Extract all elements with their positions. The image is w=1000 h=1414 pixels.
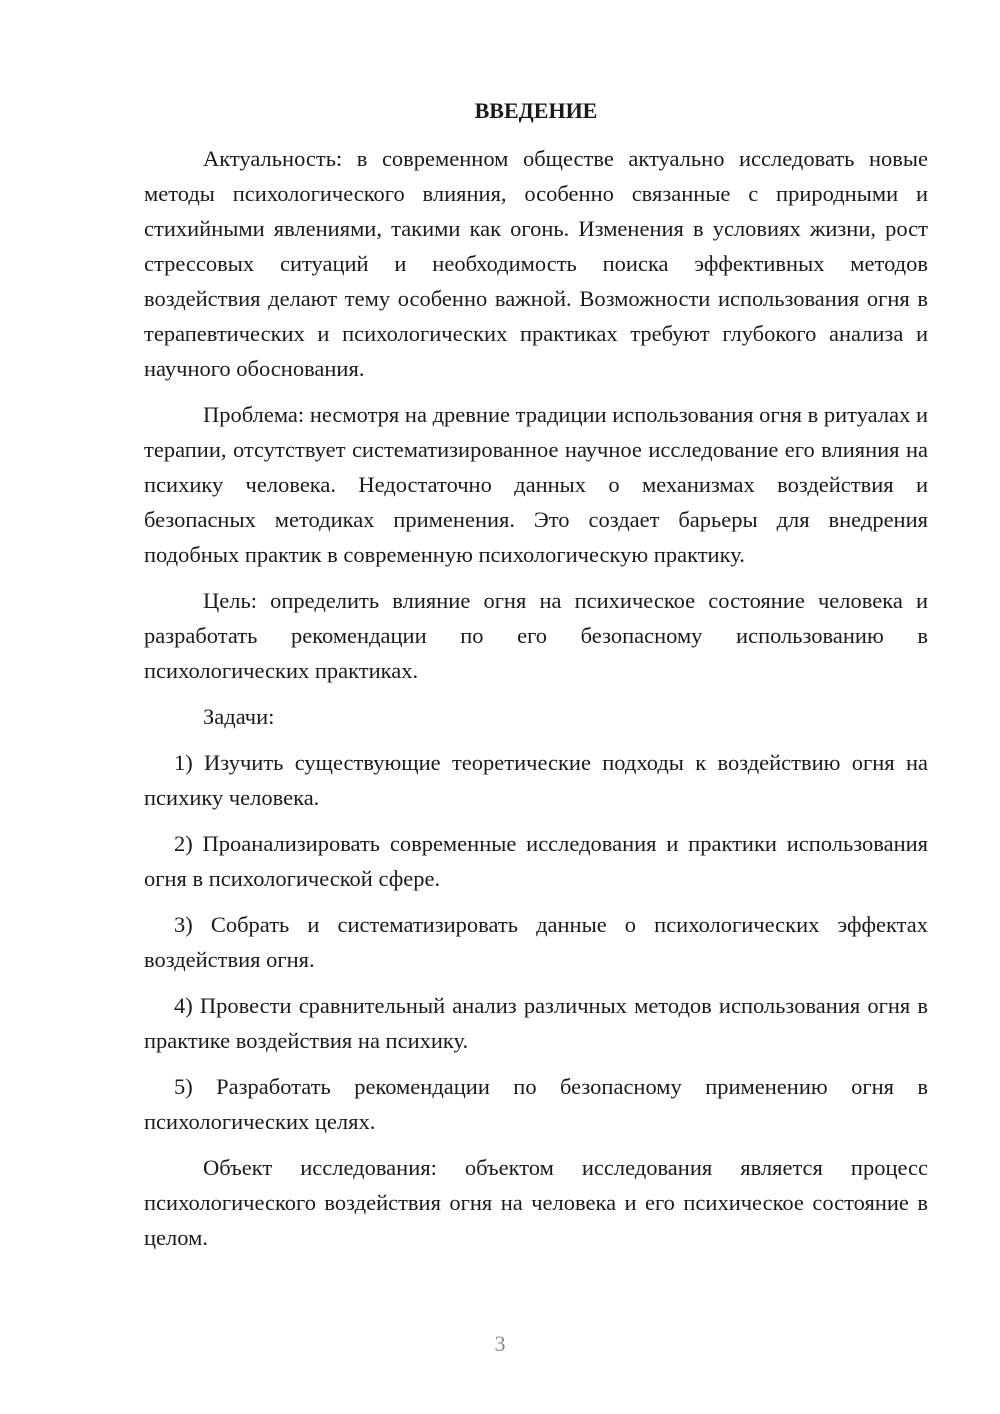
page-number: 3 [494, 1331, 506, 1356]
document-page [144, 0, 928, 1414]
task-item-2: 2) Проанализировать современные исследования и практики использования огня в психологической сфере. [144, 831, 928, 891]
task-item-4: 4) Провести сравнительный анализ различных методов использования огня в практике воздействия на психику. [144, 993, 928, 1053]
section-heading: ВВЕДЕНИЕ [474, 98, 598, 123]
task-item-5: 5) Разработать рекомендации по безопасному применению огня в психологических целях. [144, 1074, 928, 1134]
task-item-3: 3) Собрать и систематизировать данные о психологических эффектах воздействия огня. [144, 912, 928, 972]
relevance-paragraph: Актуальность: в современном обществе актуально исследовать новые методы психологического влияния, особенно связанные с природными и стихийными явлениями, такими как огонь. Изменения в условиях жизни, рост стрессовых ситуаций и необходимость поиска эффективных методов воздействия делают тему особенно важной. Возможности использования огня в терапевтических и психологических практиках требуют глубокого анализа и научного обоснования. [144, 146, 928, 381]
problem-paragraph: Проблема: несмотря на древние традиции использования огня в ритуалах и терапии, отсутствует систематизированное научное исследование его влияния на психику человека. Недостаточно данных о механизмах воздействия и безопасных методиках применения. Это создает барьеры для внедрения подобных практик в современную психологическую практику. [144, 402, 928, 567]
goal-paragraph: Цель: определить влияние огня на психическое состояние человека и разработать рекомендации по его безопасному использованию в психологических практиках. [144, 588, 928, 683]
tasks-label: Задачи: [203, 704, 275, 729]
object-paragraph: Объект исследования: объектом исследования является процесс психологического воздействия огня на человека и его психическое состояние в целом. [144, 1155, 928, 1250]
task-item-1: 1) Изучить существующие теоретические подходы к воздействию огня на психику человека. [144, 750, 928, 810]
document-body [144, 141, 928, 1266]
